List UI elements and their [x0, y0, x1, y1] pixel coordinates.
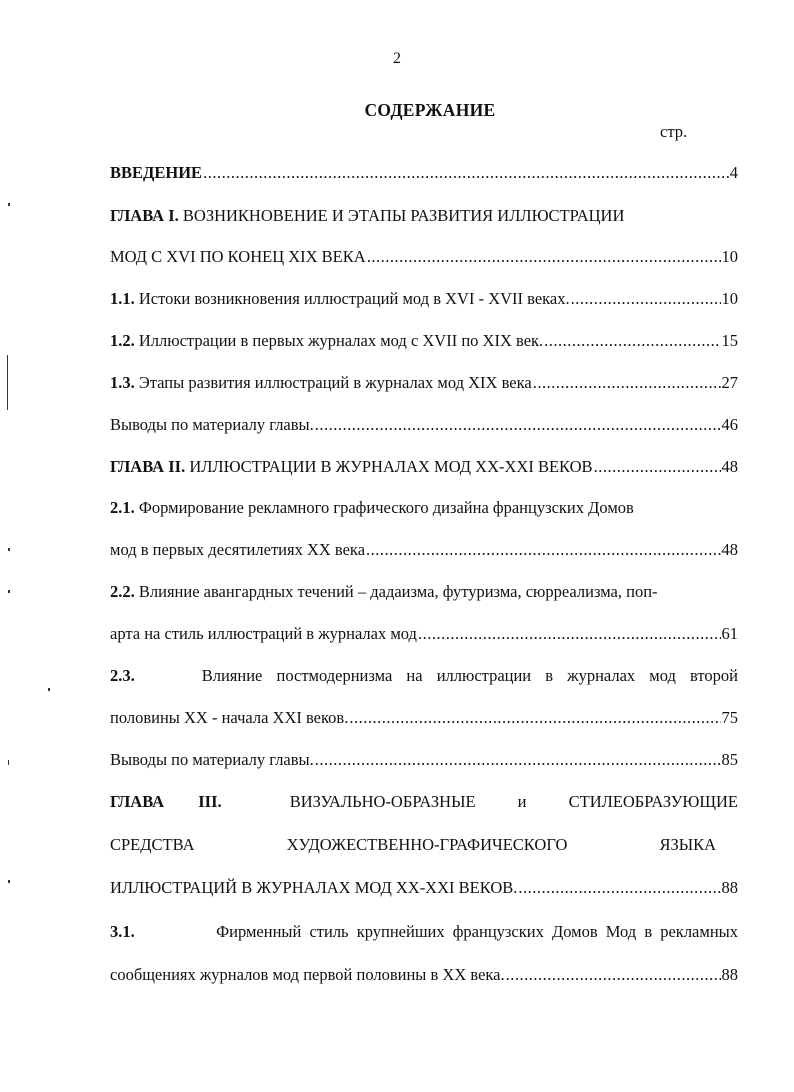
entry-number: ГЛАВА I. [110, 206, 179, 225]
toc-entry-1-1[interactable] [110, 289, 738, 309]
entry-title: Фирменный стиль крупнейших французских Домов Мод в рекламных [216, 922, 738, 941]
toc-entry-chapter-3[interactable] [110, 792, 738, 812]
entry-title-cont: сообщениях журналов мод первой половины в XX века. [110, 965, 505, 984]
entry-title: Выводы по материалу главы. [110, 750, 314, 769]
entry-page: 85 [721, 750, 738, 769]
scan-artifact [8, 203, 10, 206]
entry-title: Влияние постмодернизма на иллюстрации в журналах мод второй [201, 666, 738, 685]
leader-dots [594, 457, 721, 477]
scan-artifact [7, 355, 8, 410]
entry-page: 46 [721, 415, 738, 434]
scan-artifact [8, 590, 10, 593]
entry-title: Формирование рекламного графического дизайна французских Домов [138, 498, 634, 517]
toc-entry-conclusions-1[interactable] [110, 415, 738, 435]
toc-entry-chapter-1-cont[interactable] [110, 247, 738, 267]
entry-page: 48 [721, 457, 738, 476]
entry-number: 2.2. [110, 582, 135, 601]
entry-page: 10 [721, 289, 738, 308]
toc-entry-2-2-cont[interactable] [110, 624, 738, 644]
entry-number: 1.2. [110, 331, 135, 350]
toc-entry-2-2[interactable] [110, 582, 738, 602]
entry-page: 4 [729, 163, 738, 182]
scan-artifact [8, 880, 10, 883]
scan-artifact [8, 548, 10, 551]
entry-title: Этапы развития иллюстраций в журналах мод XIX века [138, 373, 532, 392]
entry-number: 2.1. [110, 498, 135, 517]
toc-entry-1-2[interactable] [110, 331, 738, 351]
entry-page: 88 [721, 965, 738, 984]
toc-entry-2-3[interactable] [110, 666, 738, 686]
page-column-header: стр. [660, 122, 688, 141]
toc-entry-chapter-1[interactable] [110, 206, 738, 226]
toc-entry-3-1-cont[interactable] [110, 965, 738, 985]
leader-dots [533, 373, 721, 393]
toc-entry-2-1[interactable] [110, 498, 738, 518]
entry-number: 1.3. [110, 373, 135, 392]
toc-entry-introduction[interactable] [110, 163, 738, 183]
entry-title-cont: СРЕДСТВА ХУДОЖЕСТВЕННО-ГРАФИЧЕСКОГО ЯЗЫКА [110, 835, 717, 854]
leader-dots [571, 289, 721, 309]
toc-entry-2-1-cont[interactable] [110, 540, 738, 560]
entry-title-cont2: ИЛЛЮСТРАЦИЙ В ЖУРНАЛАХ МОД XX-XXI ВЕКОВ. [110, 878, 518, 897]
scan-artifact [8, 760, 9, 765]
leader-dots [315, 750, 721, 770]
entry-number: 3.1. [110, 922, 135, 941]
entry-title: Истоки возникновения иллюстраций мод в XVI - XVII веках. [138, 289, 570, 308]
entry-title-cont: МОД С XVI ПО КОНЕЦ XIX ВЕКА [110, 247, 366, 266]
leader-dots [544, 331, 720, 351]
leader-dots [203, 163, 729, 183]
entry-page: 10 [721, 247, 738, 266]
toc-entry-2-3-cont[interactable] [110, 708, 738, 728]
entry-title: ВИЗУАЛЬНО-ОБРАЗНЫЕ и СТИЛЕОБРАЗУЮЩИЕ [289, 792, 738, 811]
toc-entry-3-1[interactable] [110, 922, 738, 942]
entry-number: 1.1. [110, 289, 135, 308]
entry-title: Влияние авангардных течений – дадаизма, футуризма, сюрреализма, поп- [138, 582, 658, 601]
scan-artifact [48, 688, 50, 691]
entry-page: 88 [721, 878, 738, 897]
leader-dots [518, 878, 720, 898]
entry-title-cont: арта на стиль иллюстраций в журналах мод [110, 624, 417, 643]
entry-page: 61 [721, 624, 738, 643]
toc-entry-chapter-3-cont[interactable] [110, 835, 738, 855]
leader-dots [506, 965, 721, 985]
entry-title: Иллюстрации в первых журналах мод с XVII по XIX век. [138, 331, 544, 350]
entry-title: ВОЗНИКНОВЕНИЕ И ЭТАПЫ РАЗВИТИЯ ИЛЛЮСТРАЦИИ [182, 206, 625, 225]
entry-title: Выводы по материалу главы. [110, 415, 314, 434]
leader-dots [349, 708, 720, 728]
entry-page: 15 [721, 331, 738, 350]
leader-dots [418, 624, 721, 644]
toc-entry-1-3[interactable] [110, 373, 738, 393]
toc-entry-chapter-3-cont2[interactable] [110, 878, 738, 898]
leader-dots [367, 247, 721, 267]
entry-title: ВВЕДЕНИЕ [110, 163, 203, 182]
entry-title-cont: половины XX - начала XXI веков. [110, 708, 349, 727]
toc-entry-chapter-2[interactable] [110, 457, 738, 477]
entry-page: 75 [721, 708, 738, 727]
entry-number: ГЛАВА II. [110, 457, 186, 476]
leader-dots [366, 540, 720, 560]
entry-page: 27 [721, 373, 738, 392]
leader-dots [315, 415, 721, 435]
toc-entry-conclusions-2[interactable] [110, 750, 738, 770]
entry-number: ГЛАВА III. [110, 792, 222, 811]
entry-title: ИЛЛЮСТРАЦИИ В ЖУРНАЛАХ МОД XX-XXI ВЕКОВ [189, 457, 593, 476]
page-number: 2 [393, 50, 401, 67]
entry-title-cont: мод в первых десятилетиях XX века [110, 540, 366, 559]
page-title: СОДЕРЖАНИЕ [364, 100, 496, 120]
entry-page: 48 [721, 540, 738, 559]
entry-number: 2.3. [110, 666, 135, 685]
